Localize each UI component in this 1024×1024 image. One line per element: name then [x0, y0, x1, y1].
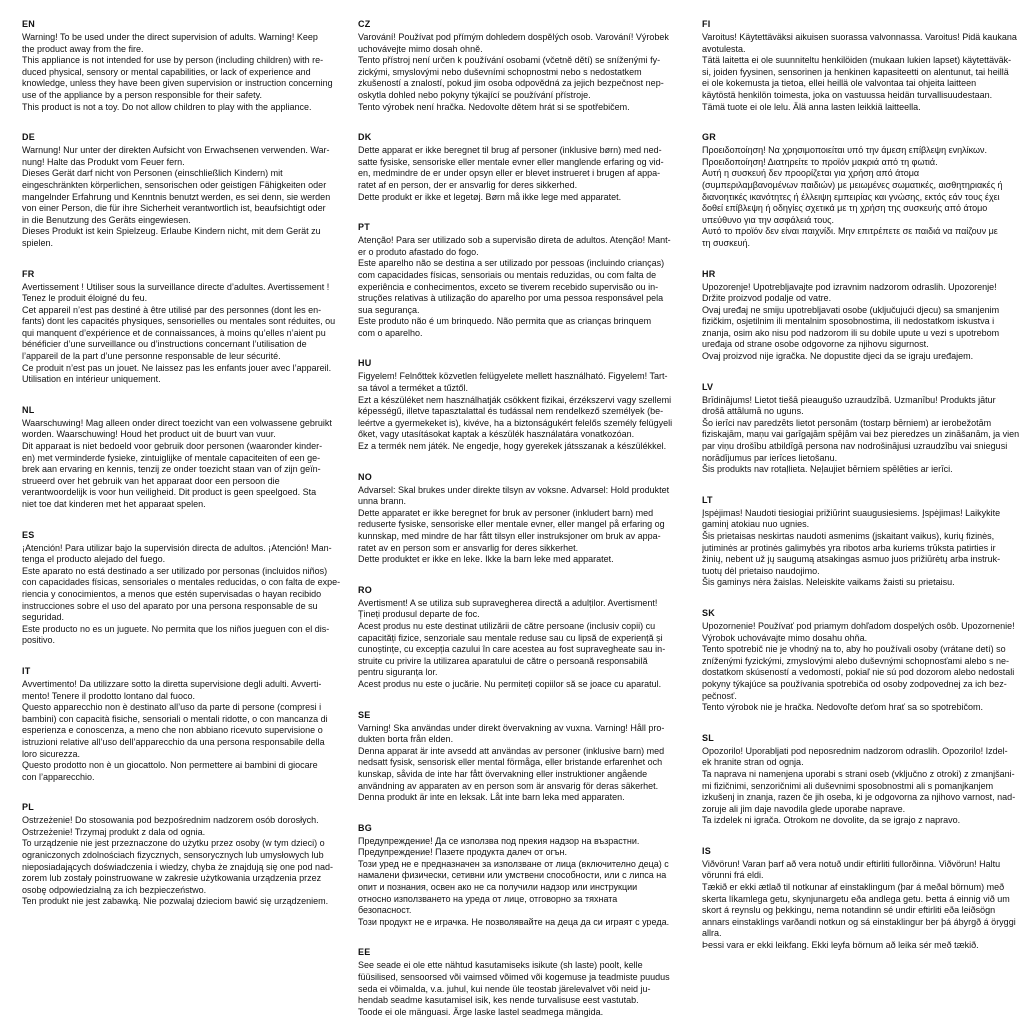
warning-text-line: Tämä tuote ei ole lelu. Älä anna lasten leikkiä laitteella.: [702, 101, 921, 112]
warning-text-line: Tento spotrebič nie je vhodný na to, aby ho používali osoby (vrátane detí) so: [702, 644, 1006, 655]
warning-text-line: worden. Waarschuwing! Houd het product uit de buurt van vuur.: [22, 429, 276, 440]
warning-text-line: zickými, smyslovými nebo duševními schopnostmi nebo s nedostatkem: [358, 66, 642, 77]
warning-text-line: instrucciones sobre el uso del aparato por una persona responsable de su: [22, 600, 318, 611]
warning-text-line: Įspėjimas! Naudoti tiesiogiai prižiūrint suaugusiesiems. Įspėjimas! Laikykite: [702, 507, 1001, 518]
warning-text-line: fants) dont les capacités physiques, sensorielles ou mentales sont réduites, ou: [22, 316, 336, 327]
warning-text-line: unna brann.: [358, 496, 407, 507]
warning-text-line: Ten produkt nie jest zabawką. Nie pozwalaj dzieciom bawić się urządzeniem.: [22, 896, 329, 907]
warning-text-line: verantwoordelijk is voor hun veiligheid. Dit product is geen speelgoed. Sta: [22, 487, 317, 498]
warning-section-lt: [702, 494, 1024, 589]
language-code: NL: [22, 404, 35, 415]
warning-text-line: experiência e conhecimentos, exceto se tiverem recebido supervisão ou in-: [358, 281, 659, 292]
warning-text-line: To urządzenie nie jest przeznaczone do użytku przez osoby (w tym dzieci) o: [22, 838, 325, 849]
warning-section-ee: [358, 946, 691, 1018]
warning-text-line: υπεύθυνο για την ασφάλειά τους.: [702, 214, 834, 225]
warning-text-line: cunoștințe, cu excepția cazului în care acestea au fost supravegheate sau in-: [358, 644, 666, 655]
warning-text-line: This appliance is not intended for use by person (including children) with re-: [22, 55, 324, 66]
warning-text-line: zkušeností a znalostí, pokud jim osoba odpovědná za jejich bezpečnost nep-: [358, 78, 664, 89]
warning-text-line: knowledge, unless they have been given supervision or instruction concerning: [22, 78, 333, 89]
warning-text-line: en) met verminderde fysieke, zintuiglijke of mentale capaciteiten of een ge-: [22, 452, 321, 463]
warning-text-line: Denna apparat är inte avsedd att användas av personer (inklusive barn) med: [358, 745, 665, 756]
warning-text-line: ratet av en person som er ansvarlig for deres sikkerhet.: [358, 542, 579, 553]
warning-text-line: Varoitus! Käytettäväksi aikuisen suorassa valvonnassa. Varoitus! Pidä kaukana: [702, 32, 1017, 42]
warning-text-line: Este aparelho não se destina a ser utilizado por pessoas (incluindo crianças): [358, 258, 665, 269]
warning-section-sl: [702, 732, 1024, 827]
warning-text-line: uređaja od strane osobe odgovorne za njihovu sigurnost.: [702, 339, 929, 350]
warning-text-line: qui manquent d’expérience et de connaissances, à moins qu’elles n’aient pu: [22, 327, 326, 338]
warning-text-line: Ta naprava ni namenjena uporabi s strani oseb (vključno z otroki) z zmanjšani-: [702, 768, 1015, 779]
warning-text-line: Upozorenje! Upotrebljavajte pod izravnim nadzorom odraslih. Upozorenje!: [702, 281, 997, 292]
warning-text-line: Þessi vara er ekki leikfang. Ekki leyfa börnum að leika sér með tækið.: [702, 940, 979, 951]
warning-section-bg: [358, 822, 691, 929]
warning-text-line: Țineți produsul departe de foc.: [358, 609, 480, 620]
warning-text-line: Ovaj proizvod nije igračka. Ne dopustite djeci da se igraju uređajem.: [702, 351, 974, 362]
warning-text-line: Opozorilo! Uporabljati pod neposrednim nadzorom odraslih. Opozorilo! Izdel-: [702, 745, 1008, 756]
warning-text-line: nedsatt fysisk, sensorisk eller mental förmåga, eller bristande erfarenhet och: [358, 757, 663, 768]
warning-text-line: Výrobok uchovávajte mimo dosahu ohňa.: [702, 632, 868, 643]
language-code: BG: [358, 822, 372, 833]
warning-text-line: Este producto no es un juguete. No permita que los niños jueguen con el dis-: [22, 623, 330, 634]
warning-text-line: Avvertimento! Da utilizzare sotto la diretta supervisione degli adulti. Avverti-: [22, 678, 322, 689]
language-code: DE: [22, 132, 35, 143]
warning-text-line: ei ole kokemusta ja tietoa, ellei heillä ole valvontaa tai ohjeita laitteen: [702, 78, 977, 89]
language-code: SE: [358, 709, 371, 720]
warning-section-fr: [22, 268, 347, 386]
language-code: FI: [702, 19, 711, 29]
warning-text-line: Dette produktet er ikke en leke. Ikke la barn leke med apparatet.: [358, 554, 614, 565]
warning-text-line: izkušenj in znanja, razen če jih oseba, ki je odgovorna za njihovo varnost, nad-: [702, 792, 1016, 803]
warning-text-line: намалени физически, сетивни или умствени способности, или с липса на: [358, 870, 667, 881]
warning-text-line: Ce produit n’est pas un jouet. Ne laissez pas les enfants jouer avec l’appareil.: [22, 362, 332, 373]
warning-text-line: Този уред не е предназначен за използване от лица (включително деца) с: [358, 858, 669, 869]
warning-text-line: nieposiadających doświadczenia i wiedzy, chyba że znajdują się one pod nad-: [22, 861, 334, 872]
warning-text-line: l’appareil de la part d’une personne responsable de leur sécurité.: [22, 351, 281, 362]
warning-text-line: Този продукт не е играчка. Не позволявайте на деца да си играят с уреда.: [358, 916, 670, 927]
warning-section-ro: [358, 584, 691, 691]
warning-section-pl: [22, 801, 347, 908]
warning-text-line: struções relativas à utilização do aparelho por uma pessoa responsável pela: [358, 293, 664, 304]
warning-text-line: com capacidades físicas, sensoriais ou mentais reduzidas, ou com falta de: [358, 269, 657, 280]
warning-text-line: Dit apparaat is niet bedoeld voor gebruik door personen (waaronder kinder-: [22, 441, 323, 452]
warning-text-line: Figyelem! Felnőttek közvetlen felügyelete mellett használható. Figyelem! Tart-: [358, 371, 668, 382]
warning-text-line: capacități fizice, senzoriale sau mentale reduse sau cu lipsă de experiență și: [358, 632, 663, 643]
warning-text-line: Ovaj uređaj ne smiju upotrebljavati osobe (uključujući djecu) sa smanjenim: [702, 304, 1000, 315]
language-code: HR: [702, 268, 716, 279]
warning-text-line: in die Benutzung des Geräts eingewiesen.: [22, 214, 191, 225]
warning-text-line: tuotų dėl prietaiso naudojimo.: [702, 565, 820, 576]
warning-text-line: skerta líkamlega getu, skynjunargetu eða andlega getu. Þetta á einnig við um: [702, 893, 1010, 904]
warning-text-line: Tätä laitetta ei ole suunniteltu henkilöiden (mukaan lukien lapset) käytettäväk-: [702, 55, 1012, 66]
warning-section-en: [22, 18, 347, 113]
warning-text-line: satte fysiske, sensoriske eller mentale evner eller manglende erfaring og vid-: [358, 156, 664, 167]
warning-text-line: the product away from the fire.: [22, 43, 144, 54]
warning-text-line: Varování! Používat pod přímým dohledem dospělých osob. Varování! Výrobek: [358, 32, 669, 42]
warning-text-line: con capacidades físicas, sensoriales o mentales reducidas, o con falta de expe-: [22, 577, 341, 588]
warning-text-line: Προειδοποίηση! Να χρησιμοποιείται υπό την άμεση επίβλεψη ενηλίκων.: [702, 145, 988, 156]
warning-text-line: fizičkim, osjetilnim ili mentalnim sposobnostima, ili nedostatkom iskustva i: [702, 316, 995, 327]
warning-section-de: [22, 131, 347, 249]
warning-text-line: bambini) con capacità fisiche, sensoriali o mentali ridotte, o con mancanza di: [22, 713, 328, 724]
warning-text-line: Avertisment! A se utiliza sub supravegherea directă a adulților. Avertisment!: [358, 597, 658, 608]
warning-text-line: struite cu privire la utilizarea aparatului de către o persoană responsabilă: [358, 655, 648, 666]
warning-text-line: fiziskajām, maņu vai garīgajām spējām vai bez pieredzes un zināšanām, ja vien: [702, 429, 1020, 440]
language-code: EN: [22, 19, 35, 29]
warning-text-line: allra.: [702, 928, 722, 939]
warning-text-line: Ez a termék nem játék. Ne engedje, hogy gyerekek játsszanak a készülékkel.: [358, 441, 667, 452]
warning-text-line: von einer Person, die für ihre Sicherheit verantwortlich ist, beaufsichtigt oder: [22, 203, 326, 214]
warning-text-line: Warnung! Nur unter der direkten Aufsicht von Erwachsenen verwenden. War-: [22, 145, 330, 156]
warning-text-line: Este aparato no está destinado a ser utilizado por personas (incluidos niños): [22, 565, 328, 576]
warning-section-lv: [702, 381, 1024, 476]
warning-text-line: loro sicurezza.: [22, 748, 81, 759]
column-middle: [358, 18, 691, 1024]
warning-text-line: mento! Tenere il prodotto lontano dal fuoco.: [22, 690, 195, 701]
warning-text-line: Dieses Gerät darf nicht von Personen (einschließlich Kindern) mit: [22, 168, 283, 179]
warning-text-line: tenga el producto alejado del fuego.: [22, 554, 166, 565]
warning-text-line: par viņu drošību atbildīgā persona nav nodrošinājusi uzraudzību vai sniegusi: [702, 441, 1008, 452]
language-code: ES: [22, 529, 35, 540]
warning-text-line: Toode ei ole mänguasi. Ärge laske lastel seadmega mängida.: [358, 1006, 604, 1017]
warning-text-line: kunnskap, med mindre de har fått tilsyn eller instruksjoner om bruk av appa-: [358, 531, 661, 541]
warning-text-line: zoruje ali jim daje navodila glede uporabe naprave.: [702, 803, 906, 814]
warning-text-line: drošā attālumā no uguns.: [702, 406, 804, 417]
warning-text-line: Tento přístroj není určen k používání osobami (včetně dětí) se sníženými fy-: [358, 55, 661, 66]
language-code: GR: [702, 132, 716, 143]
warning-text-line: Upozornenie! Používať pod priamym dohľadom dospelých osôb. Upozornenie!: [702, 620, 1015, 631]
language-code: LT: [702, 494, 713, 505]
warning-text-line: Αυτή η συσκευή δεν προορίζεται για χρήση από άτομα: [702, 168, 920, 179]
warning-text-line: hendab seadme kasutamisel isik, kes nende turvalisuse eest vastutab.: [358, 995, 639, 1006]
language-code: FR: [22, 268, 35, 279]
warning-section-dk: [358, 131, 691, 203]
warning-text-line: (συμπεριλαμβανομένων παιδιών) με μειωμένες σωματικές, αισθητηριακές ή: [702, 179, 1003, 190]
warning-text-line: Dette produkt er ikke et legetøj. Børn må ikke lege med apparatet.: [358, 191, 622, 202]
warning-text-line: ¡Atención! Para utilizar bajo la supervisión directa de adultos. ¡Atención! Man-: [22, 542, 332, 553]
warning-text-line: Acest produs nu este destinat utilizării de către persoane (inclusiv copii) cu: [358, 620, 656, 631]
language-code: SK: [702, 607, 715, 618]
column-left: [22, 18, 347, 1024]
warning-text-line: Ostrzeżenie! Trzymaj produkt z dala od ognia.: [22, 826, 206, 837]
column-right: [702, 18, 1024, 1024]
warning-text-line: Šis gaminys nėra žaislas. Neleiskite vaikams žaisti su prietaisu.: [702, 577, 955, 588]
warning-text-line: znanja, osim ako nisu pod nadzorom ili su dobile upute u vezi s upotrebom: [702, 327, 1000, 338]
warning-text-line: füüsilised, sensoorsed või vaimsed võimed või kogemuse ja teadmiste puudus: [358, 972, 670, 983]
warning-text-line: niet toe dat kinderen met het apparaat spelen.: [22, 499, 206, 509]
warning-text-line: δοθεί επίβλεψη ή οδηγίες σχετικά με τη χρήση της συσκευής από άτομο: [702, 203, 988, 214]
warning-text-line: mangelnder Erfahrung und Kenntnis benutzt werden, es sei denn, sie werden: [22, 191, 331, 202]
warning-text-line: Tento výrobok nie je hračka. Nedovoľte deťom hrať sa so spotrebičom.: [702, 702, 984, 713]
warning-text-line: en, medmindre de er under opsyn eller er blevet instrueret i brugen af appa-: [358, 168, 661, 179]
warning-text-line: őket, vagy utasításokat kaptak a készülék használatára vonatkozóan.: [358, 429, 635, 440]
warning-section-hr: [702, 268, 1024, 363]
warning-text-line: Αυτό το προϊόν δεν είναι παιχνίδι. Μην επιτρέπετε σε παιδιά να παίζουν με: [702, 226, 998, 237]
warning-section-nl: [22, 404, 347, 511]
warning-section-no: [358, 471, 691, 566]
warning-text-line: pečnosť.: [702, 690, 737, 701]
warning-text-line: Tenez le produit éloigné du feu.: [22, 293, 148, 304]
warning-section-es: [22, 529, 347, 647]
warning-section-fi: [702, 18, 1024, 113]
warning-text-line: esperienza e conoscenza, a meno che non abbiano ricevuto supervisione o: [22, 725, 323, 736]
warning-text-line: mi fizičnimi, senzoričnimi ali duševnimi sposobnostmi ali s pomanjkanjem: [702, 780, 994, 791]
warning-text-line: Držite proizvod podalje od vatre.: [702, 293, 832, 304]
warning-text-line: Ezt a készüléket nem használhatják csökkent fizikai, érzékszervi vagy szellemi: [358, 394, 672, 405]
warning-text-line: reduserte fysiske, sensoriske eller mentale evner, eller mangel på erfaring og: [358, 519, 665, 530]
warning-text-line: безопасност.: [358, 905, 412, 916]
language-code: CZ: [358, 19, 371, 29]
warning-text-line: si, joiden fyysinen, sensorinen ja henkinen kapasiteetti on alentunut, tai heillä: [702, 66, 1009, 77]
warning-text-line: annars einstaklings varðandi notkun og sá einstaklingur ber þá ábyrgð á öryggi: [702, 916, 1016, 927]
warning-text-line: Viðvörun! Varan þarf að vera notuð undir eftirliti fullorðinna. Viðvörun! Haltu: [702, 858, 1001, 869]
warning-section-is: [702, 845, 1024, 952]
warning-text-line: Предупреждение! Да се използва под прекия надзор на възрастни.: [358, 835, 640, 846]
warning-text-line: gaminį atokiau nuo ugnies.: [702, 519, 810, 530]
warning-text-line: leértve a gyermekeket is), kivéve, ha a biztonságukért felelős személy felügyeli: [358, 417, 673, 428]
warning-text-line: Atenção! Para ser utilizado sob a supervisão direta de adultos. Atenção! Mant-: [358, 235, 671, 246]
language-code: HU: [358, 358, 372, 369]
warning-text-line: skort á reynslu og þekkingu, nema notandinn sé undir eftirliti eða leiðsögn: [702, 905, 996, 916]
warning-section-sk: [702, 607, 1024, 714]
warning-section-se: [358, 709, 691, 804]
warning-text-line: käytöstä henkilön toimesta, joka on vastuussa heidän turvallisuudestaan.: [702, 89, 993, 100]
warning-text-line: Dette apparatet er ikke beregnet for bruk av personer (inkludert barn) med: [358, 507, 654, 518]
warning-text-line: Tækið er ekki ætlað til notkunar af einstaklingum (þar á meðal börnum) með: [702, 882, 1005, 893]
warning-text-line: use of the appliance by a person responsible for their safety.: [22, 89, 262, 100]
warning-text-line: Šo ierīci nav paredzēts lietot personām (tostarp bērniem) ar ierobežotām: [702, 417, 992, 428]
warning-text-line: com o aparelho.: [358, 327, 423, 338]
warning-text-line: vörunni frá eldi.: [702, 870, 764, 881]
warning-text-line: oskytla dohled nebo pokyny týkající se používání přístroje.: [358, 89, 591, 100]
language-code: DK: [358, 132, 372, 143]
warning-section-gr: [702, 131, 1024, 249]
warning-text-line: duced physical, sensory or mental capabilities, or lack of experience and: [22, 66, 311, 77]
warning-text-line: ek hranite stran od ognja.: [702, 757, 804, 768]
warning-text-line: képességű, illetve tapasztalattal és tudással nem rendelkező személyek (be-: [358, 406, 664, 417]
warning-text-line: seda ei võimalda, v.a. juhul, kui nende üle teostab järelevalvet või neid ju-: [358, 983, 651, 994]
warning-text-line: Avertissement ! Utiliser sous la surveillance directe d’adultes. Avertissement !: [22, 281, 330, 292]
warning-text-line: dukten borta från elden.: [358, 734, 454, 745]
warning-section-it: [22, 665, 347, 783]
warning-text-line: zníženými fyzickými, zmyslovými alebo duševnými schopnosťami alebo s ne-: [702, 655, 1009, 666]
warning-text-line: Šis prietaisas neskirtas naudoti asmenims (įskaitant vaikus), kurių fizinės,: [702, 531, 995, 541]
warning-text-line: ograniczonych zdolnościach fizycznych, sensorycznych lub umysłowych lub: [22, 850, 324, 861]
warning-text-line: pokyny týkajúce sa používania spotrebiča od osoby zodpovednej za ich bez-: [702, 678, 1007, 689]
warning-text-line: eingeschränkten körperlichen, sensorischen oder geistigen Fähigkeiten oder: [22, 179, 327, 190]
warning-text-line: pentru siguranța lor.: [358, 667, 438, 678]
warning-text-line: zorem lub zostały poinstruowane w zakresie użytkowania urządzenia przez: [22, 873, 322, 884]
warning-text-line: Предупреждение! Пазете продукта далеч от огън.: [358, 847, 567, 858]
warning-text-line: Dette apparat er ikke beregnet til brug af personer (inklusive børn) med ned-: [358, 145, 662, 156]
warning-text-line: žinių, nebent už jų saugumą atsakingas asmuo juos prižiūrėtų arba instruk-: [702, 554, 1001, 565]
language-code: EE: [358, 947, 371, 958]
language-code: RO: [358, 584, 372, 595]
warning-text-line: Ostrzeżenie! Do stosowania pod bezpośrednim nadzorem osób dorosłych.: [22, 815, 319, 826]
warning-text-line: διανοητικές ικανότητες ή έλλειψη εμπειρίας και γνώσης, εκτός εάν τους έχει: [702, 191, 1000, 202]
warning-text-line: con l’apparecchio.: [22, 771, 95, 782]
warning-text-line: Varning! Ska användas under direkt övervakning av vuxna. Varning! Håll pro-: [358, 722, 665, 733]
warning-text-line: See seade ei ole ette nähtud kasutamiseks isikute (sh laste) poolt, kelle: [358, 960, 643, 971]
warning-text-line: sa távol a terméket a tűztől.: [358, 383, 469, 394]
language-code: IS: [702, 845, 711, 856]
warning-text-line: τη συσκευή.: [702, 237, 751, 248]
language-code: LV: [702, 381, 714, 392]
language-code: PT: [358, 222, 370, 233]
warning-text-line: Acest produs nu este o jucărie. Nu permiteți copiilor să se joace cu aparatul.: [358, 678, 662, 689]
warning-text-line: spielen.: [22, 237, 54, 248]
warning-text-line: nung! Halte das Produkt vom Feuer fern.: [22, 156, 185, 167]
language-code: PL: [22, 802, 34, 813]
warning-text-line: användning av apparaten av en person som är ansvarig för deras säkerhet.: [358, 780, 659, 791]
language-code: SL: [702, 732, 714, 743]
warning-text-line: Brīdinājums! Lietot tiešā pieaugušo uzraudzībā. Uzmanību! Produkts jātur: [702, 394, 996, 405]
warning-section-hu: [358, 357, 691, 452]
warning-text-line: Šis produkts nav rotaļlieta. Neļaujiet bērniem spēlēties ar ierīci.: [702, 464, 953, 475]
language-code: NO: [358, 471, 372, 482]
warning-text-line: positivo.: [22, 635, 56, 646]
warning-text-line: riencia y conocimientos, a menos que estén supervisadas o hayan recibido: [22, 588, 322, 599]
warning-text-line: strueerd over het gebruik van het apparaat door een persoon die: [22, 475, 280, 486]
warning-text-line: This product is not a toy. Do not allow children to play with the appliance.: [22, 101, 312, 112]
warning-text-line: brek aan ervaring en kennis, tenzij ze onder toezicht staan van of zijn geïn-: [22, 464, 321, 475]
warning-text-line: er o produto afastado do fogo.: [358, 246, 479, 257]
warning-text-line: Dieses Produkt ist kein Spielzeug. Erlaube Kindern nicht, mit dem Gerät zu: [22, 226, 321, 237]
warning-text-line: jutiminės ar protinės galimybės yra ribotos arba kuriems trūksta patirties ir: [702, 542, 996, 553]
warning-text-line: ratet af en person, der er ansvarlig for deres sikkerhed.: [358, 179, 578, 190]
warning-text-line: Questo apparecchio non è destinato all’uso da parte di persone (compresi i: [22, 702, 322, 713]
warning-section-cz: [358, 18, 691, 113]
warning-text-line: bénéficier d’une surveillance ou d’instructions concernant l’utilisation de: [22, 339, 307, 350]
warning-text-line: sua segurança.: [358, 304, 420, 315]
warning-text-line: Este produto não é um brinquedo. Não permita que as crianças brinquem: [358, 316, 652, 327]
warning-text-line: istruzioni relative all’uso dell’apparecchio da una persona responsabile della: [22, 736, 325, 747]
warning-text-line: относно използването на уреда от лице, отговорно за тяхната: [358, 893, 618, 904]
warning-text-line: uchovávejte mimo dosah ohně.: [358, 43, 483, 54]
warning-text-line: Cet appareil n’est pas destiné à être utilisé par des personnes (dont les en-: [22, 304, 322, 315]
warning-text-line: Tento výrobek není hračka. Nedovolte dětem hrát si se spotřebičem.: [358, 101, 630, 112]
warning-text-line: Questo prodotto non è un giocattolo. Non permettere ai bambini di giocare: [22, 760, 318, 771]
warning-text-line: Denna produkt är inte en leksak. Låt inte barn leka med apparaten.: [358, 792, 625, 803]
warning-text-line: Advarsel: Skal brukes under direkte tilsyn av voksne. Advarsel: Hold produktet: [358, 484, 670, 495]
warning-text-line: dostatkom skúseností a vedomostí, pokiaľ nie sú pod dozorom alebo nedostali: [702, 667, 1015, 678]
language-code: IT: [22, 665, 31, 676]
warning-text-line: Utilisation en intérieur uniquement.: [22, 374, 161, 385]
warning-text-line: опит и познания, освен ако не са получили надзор или инструкции: [358, 882, 638, 893]
warning-text-line: Warning! To be used under the direct supervision of adults. Warning! Keep: [22, 32, 318, 42]
warning-section-pt: [358, 221, 691, 339]
warning-text-line: norādījumus par ierīces lietošanu.: [702, 452, 838, 463]
warning-text-line: kunskap, såvida de inte har fått övervakning eller instruktioner angående: [358, 768, 648, 779]
warning-text-line: Ta izdelek ni igrača. Otrokom ne dovolite, da se igrajo z napravo.: [702, 815, 961, 826]
warning-text-line: Προειδοποίηση! Διατηρείτε το προϊόν μακριά από τη φωτιά.: [702, 156, 938, 167]
warning-text-line: seguridad.: [22, 612, 65, 623]
warning-text-line: Waarschuwing! Mag alleen onder direct toezicht van een volwassene gebruikt: [22, 417, 332, 428]
warning-text-line: avotulesta.: [702, 43, 746, 54]
warning-text-line: osobę odpowiedzialną za ich bezpieczeństwo.: [22, 884, 207, 895]
